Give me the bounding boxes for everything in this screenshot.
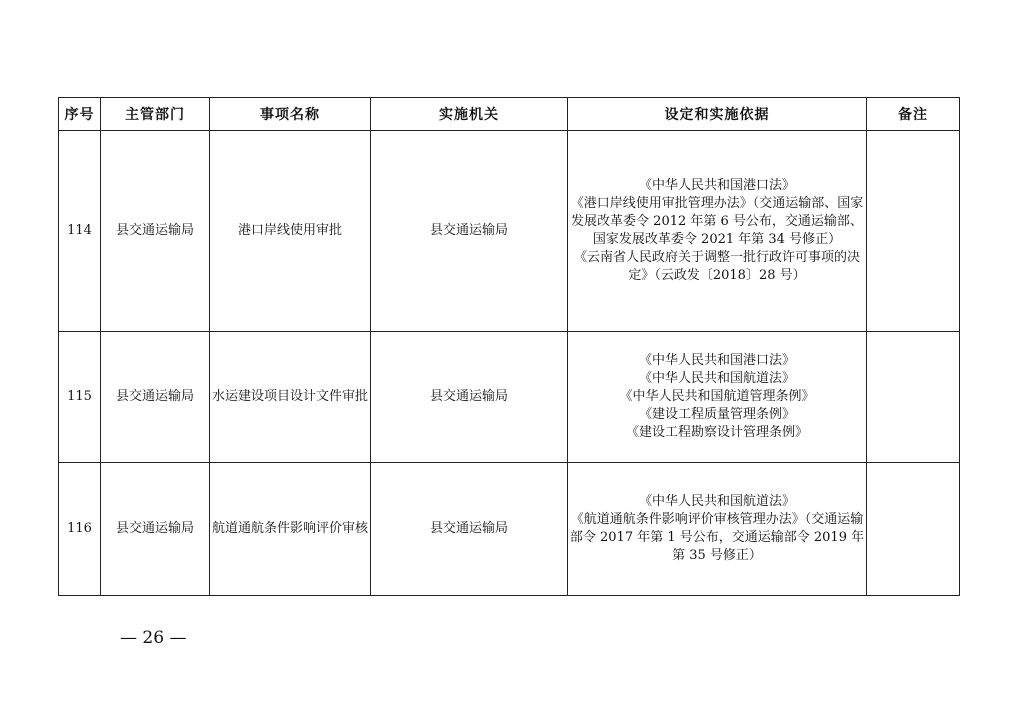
table-row [59,332,960,463]
cell-implementing-agency: 县交通运输局 [371,463,568,596]
approval-items-table [58,97,960,596]
cell-legal-basis [568,463,867,596]
header-remarks: 备注 [867,98,960,131]
basis-line: 《中华人民共和国港口法》 [638,353,795,368]
table-header-row [59,98,960,131]
basis-line: 《云南省人民政府关于调整一批行政许可事项的决定》（云政发〔2018〕28 号） [573,250,860,283]
page-number: — 26 — [120,628,187,648]
cell-serial-number: 116 [59,463,101,596]
header-item-name: 事项名称 [210,98,371,131]
header-legal-basis: 设定和实施依据 [568,98,867,131]
header-implementing-agency: 实施机关 [371,98,568,131]
cell-item-name: 航道通航条件影响评价审核 [210,463,371,596]
basis-line: 《建设工程勘察设计管理条例》 [625,425,808,440]
cell-remarks [867,463,960,596]
cell-implementing-agency: 县交通运输局 [371,332,568,463]
cell-department: 县交通运输局 [101,131,210,332]
cell-item-name: 水运建设项目设计文件审批 [210,332,371,463]
cell-item-name: 港口岸线使用审批 [210,131,371,332]
cell-legal-basis [568,131,867,332]
cell-implementing-agency: 县交通运输局 [371,131,568,332]
header-department: 主管部门 [101,98,210,131]
basis-line: 《中华人民共和国港口法》 [638,178,795,193]
basis-line: 《港口岸线使用审批管理办法》（交通运输部、国家发展改革委令 2012 年第 6 号公布，交通运输部、国家发展改革委令 2021 年第 34 号修正） [570,196,864,247]
basis-line: 《中华人民共和国航道法》 [638,494,795,509]
cell-serial-number: 114 [59,131,101,332]
table-row [59,131,960,332]
cell-remarks [867,131,960,332]
basis-line: 《中华人民共和国航道法》 [638,371,795,386]
cell-remarks [867,332,960,463]
basis-line: 《建设工程质量管理条例》 [638,407,795,422]
cell-serial-number: 115 [59,332,101,463]
cell-legal-basis [568,332,867,463]
table-row [59,463,960,596]
header-serial-number: 序号 [59,98,101,131]
basis-line: 《航道通航条件影响评价审核管理办法》（交通运输部令 2017 年第 1 号公布，交通运输部令 2019 年第 35 号修正） [569,512,865,563]
cell-department: 县交通运输局 [101,332,210,463]
cell-department: 县交通运输局 [101,463,210,596]
basis-line: 《中华人民共和国航道管理条例》 [619,389,815,404]
